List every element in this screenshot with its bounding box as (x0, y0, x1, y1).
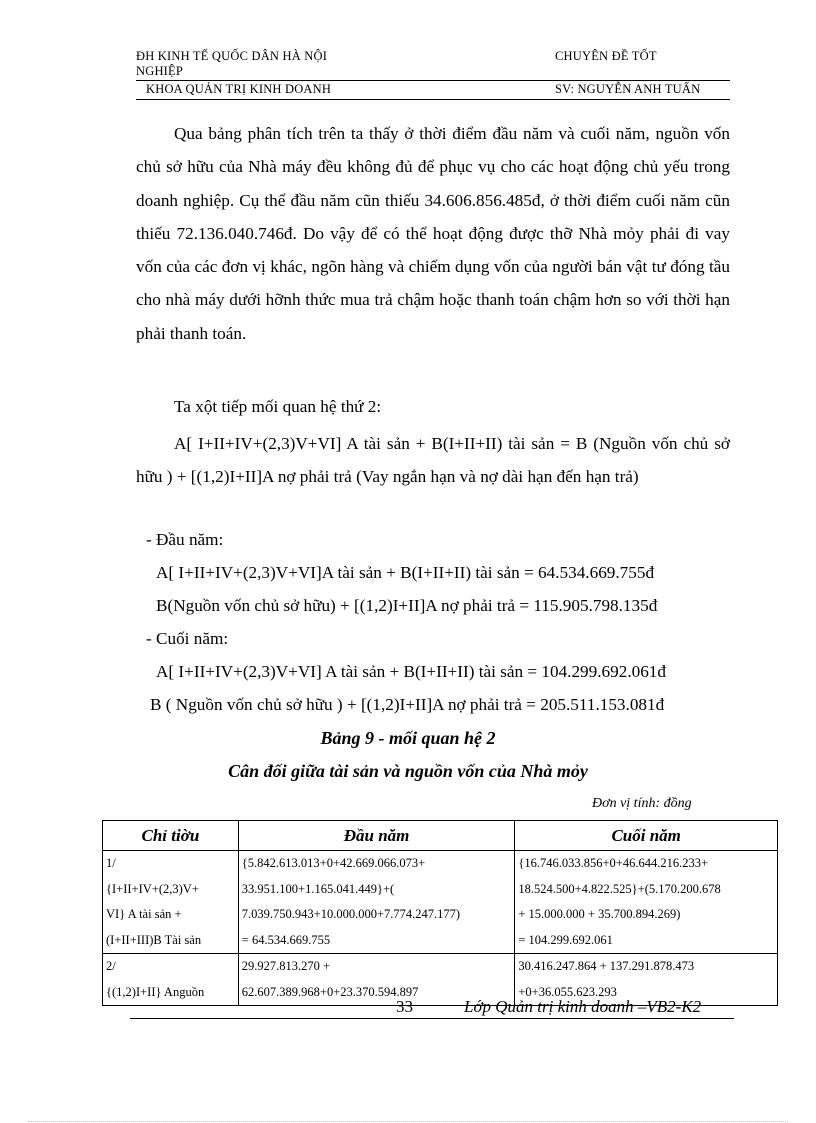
page-bottom-dotted-line (28, 1121, 788, 1122)
cell-line: = 104.299.692.061 (518, 932, 613, 947)
cell-line: + 15.000.000 + 35.700.894.269) (518, 907, 681, 921)
balance-table (102, 820, 778, 1006)
header-student: SV: NGUYỄN ANH TUẤN (555, 82, 701, 96)
page-number: 33 (396, 997, 413, 1016)
cell-line: {I+II+IV+(2,3)V+ (106, 881, 199, 896)
table-subcaption: Cân đối giữa tài sản và nguồn vốn của Nhà mỏy (228, 761, 588, 781)
header-university: ĐH KINH TẾ QUỐC DÂN HÀ NỘI (136, 49, 328, 63)
label-dau-nam: - Đầu năm: (146, 530, 224, 549)
cell-line: 30.416.247.864 + 137.291.878.473 (518, 959, 695, 973)
label-cuoi-nam: - Cuối năm: (146, 629, 229, 648)
col-header-dau-nam: Đầu năm (238, 821, 515, 851)
header-university-cont: NGHIỆP (136, 64, 184, 78)
paragraph-relation-formula-text: A[ I+II+IV+(2,3)V+VI] A tài sản + B(I+II+II) tài sản = B (Nguồn vốn chủ sở hữu ) + [(1,2)I+II]A nợ phải trả (Vay ngắn hạn và nợ dài hạn đến hạn trả) (136, 434, 730, 487)
header-divider-bottom (136, 99, 730, 100)
dau-nam-formula-2: B(Nguồn vốn chủ sở hữu) + [(1,2)I+II]A nợ phải trả = 115.905.798.135đ (156, 596, 658, 615)
table-row (103, 851, 778, 954)
cell-line: +0+36.055.623.293 (518, 984, 617, 999)
table-header-row (103, 821, 778, 851)
paragraph-analysis-text: Qua bảng phân tích trên ta thấy ở thời điểm đầu năm và cuối năm, nguồn vốn chủ sở hữu của Nhà máy đều không đủ để phục vụ cho các hoạt động chủ yếu trong doanh nghiệp. Cụ thể đầu năm cũn thiếu 34.606.856.485đ, ở thời điểm cuối năm cũn thiếu 72.136.040.746đ. Do vậy để có thể hoạt động được thỡ Nhà mỏy phải đi vay vốn của các đơn vị khác, ngõn hàng và chiếm dụng vốn của người bán vật tư đóng tầu cho nhà máy dưới hỡnh thức mua trả chậm hoặc thanh toán chậm hơn so với thời hạn phải thanh toán. (136, 124, 730, 343)
cuoi-nam-formula-1: A[ I+II+IV+(2,3)V+VI] A tài sản + B(I+II+II) tài sản = 104.299.692.061đ (156, 662, 666, 681)
cell-line: 7.039.750.943+10.000.000+7.774.247.177) (241, 907, 461, 921)
cuoi-nam-formula-2: B ( Nguồn vốn chủ sở hữu ) + [(1,2)I+II]A nợ phải trả = 205.511.153.081đ (150, 695, 665, 714)
cell-line: {5.842.613.013+0+42.669.066.073+ (241, 856, 426, 870)
paragraph-analysis (136, 117, 730, 350)
cell-line: = 64.534.669.755 (241, 932, 331, 947)
col-header-cuoi-nam: Cuối năm (515, 821, 778, 851)
paragraph-relation-formula (136, 427, 730, 494)
footer-class-name: Lớp Quản trị kinh doanh –VB2-K2 (464, 997, 702, 1016)
header-divider (136, 80, 730, 81)
cell-line: 29.927.813.270 + (241, 959, 331, 973)
cell-dau-nam (238, 851, 515, 954)
col-header-chi-tieu: Chỉ tiờu (103, 821, 239, 851)
paragraph-relation-intro: Ta xột tiếp mối quan hệ thứ 2: (174, 397, 382, 416)
cell-line: 1/ (106, 856, 116, 870)
cell-chi-tieu (103, 954, 239, 1006)
cell-line: 62.607.389.968+0+23.370.594.897 (241, 984, 419, 999)
cell-line: VI} A tài sản + (106, 907, 182, 921)
cell-line: {16.746.033.856+0+46.644.216.233+ (518, 856, 709, 870)
table-caption: Bảng 9 - mối quan hệ 2 (320, 728, 496, 748)
cell-line: {(1,2)I+II} Anguồn (106, 984, 205, 999)
cell-line: 2/ (106, 959, 116, 973)
dau-nam-formula-1: A[ I+II+IV+(2,3)V+VI]A tài sản + B(I+II+II) tài sản = 64.534.669.755đ (156, 563, 655, 582)
cell-cuoi-nam (515, 851, 778, 954)
footer-divider (130, 1018, 734, 1019)
cell-chi-tieu (103, 851, 239, 954)
cell-line: 33.951.100+1.165.041.449}+( (241, 881, 395, 896)
cell-line: 18.524.500+4.822.525}+(5.170.200.678 (518, 881, 721, 896)
cell-line: (I+II+III)B Tài sản (106, 932, 202, 947)
header-thesis-title: CHUYÊN ĐỀ TỐT (555, 49, 657, 63)
table-unit: Đơn vị tính: đồng (592, 796, 692, 811)
header-faculty: KHOA QUẢN TRỊ KINH DOANH (146, 82, 332, 96)
